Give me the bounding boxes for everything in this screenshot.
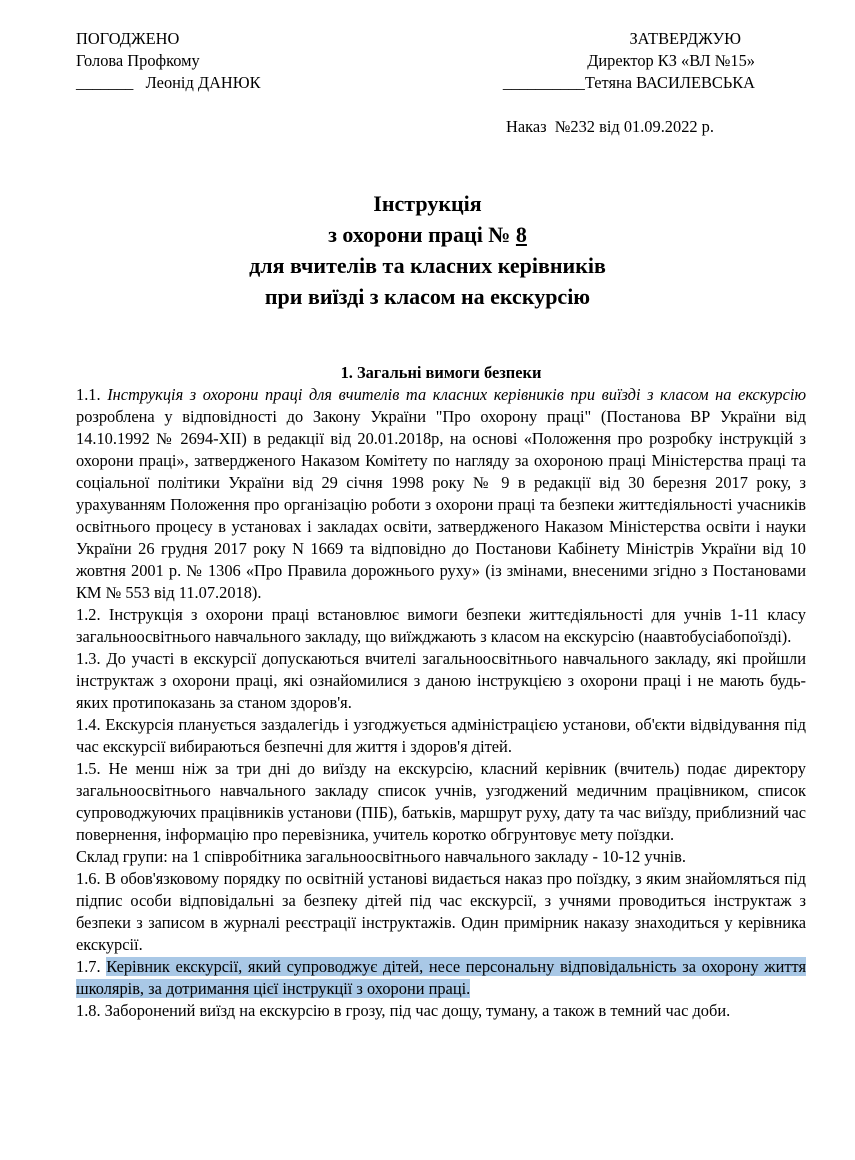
title-line-2 [0,219,855,250]
paragraph-1-4: 1.4. Екскурсія планується заздалегідь і узгоджується адміністрацією установи, об'єкти відвідування під час екскурсії вибираються безпечні для життя і здоров'я дітей. [76,715,806,756]
paragraph-1-5: 1.5. Не менш ніж за три дні до виїзду на екскурсію, класний керівник (вчитель) подає директору загальноосвітнього навчального закладу список учнів, узгоджений медичним працівником, список супроводжуючих працівників установи (ПІБ), батьків, маршрут руху, дату та час виїзду, приблизний час повернення, інформацію про перевізника, учитель коротко обгрунтовує мету поїздки. [76,759,806,844]
instruction-number: 8 [515,222,527,247]
approval-position: Голова Профкому [76,51,200,70]
paragraph-text: розроблена у відповідності до Закону України "Про охорону праці" (Постанова ВР України від 14.10.1992 № 2694-XII) в редакції від 20.01.2018р, на основі «Положення про розробку інструкцій з охорони праці», затвердженого Наказом Комітету по нагляду за охороною праці Міністерства праці та соціальної політики України від 29 січня 1998 року № 9 в редакції від 30 березня 2017 року, з урахуванням Положення про організацію роботи з охорони праці та безпеки життєдіяльності учасників освітнього процесу в установах і закладах освіти, затвердженого Наказом Міністерства освіти і науки України 26 грудня 2017 року N 1669 та відповідно до Постанови Кабінету Міністрів України від 10 жовтня 2001 р. № 1306 «Про Правила дорожнього руху» (із змінами, внесеними згідно з Постановами КМ № 553 від 11.07.2018). [76,407,806,602]
confirmation-position: Директор КЗ «ВЛ №15» [587,51,755,70]
paragraph-1-6: 1.6. В обов'язковому порядку по освітній установі видається наказ про поїздку, з яким знайомляться під підпис особи відповідальні за безпеку дітей під час екскурсії, з учнями проводиться інструктаж з безпеки з записом в журналі реєстрації інструктажів. Один примірник наказу знаходиться у керівника екскурсії. [76,869,806,954]
paragraph-1-8: 1.8. Заборонений виїзд на екскурсію в грозу, під час дощу, туману, а також в темний час доби. [76,1001,731,1020]
paragraph-1-7 [76,956,806,1000]
section-heading: 1. Загальні вимоги безпеки [340,363,542,382]
approval-signature: _______ Леонід ДАНЮК [76,73,261,92]
group-composition: Склад групи: на 1 співробітника загальноосвітнього навчального закладу - 10-12 учнів. [76,847,686,866]
title-line-1: Інструкція [373,191,482,216]
title-line-3: для вчителів та класних керівників [249,253,606,278]
approval-heading: ПОГОДЖЕНО [76,29,180,48]
paragraph-number: 1.1. [76,385,108,404]
paragraph-1-2: 1.2. Інструкція з охорони праці встановлює вимоги безпеки життєдіяльності для учнів 1-11 класу загальноосвітнього навчального закладу, що виїжджають з класом на екскурсію (наавтобусіабопоїзді). [76,605,806,646]
document-title [0,188,855,312]
confirmation-heading: ЗАТВЕРДЖУЮ [629,29,741,48]
confirmation-signature: __________Тетяна ВАСИЛЕВСЬКА [502,73,755,92]
paragraph-1-1 [76,384,806,604]
paragraph-number: 1.7. [76,957,107,976]
approval-block [76,28,261,94]
title-line-2-text: з охорони праці № [328,222,516,247]
highlighted-selection[interactable]: Керівник екскурсії, який супроводжує дітей, несе персональну відповідальність за охорону життя школярів, за дотримання цієї інструкції з охорони праці. [76,957,807,998]
paragraph-1-3: 1.3. До участі в екскурсії допускаються вчителі загальноосвітнього навчального закладу, які пройшли інструктаж з охорони праці, які ознайомилися з даною інструкцією з охорони праці і не мають будь-яких протипоказань за станом здоров'я. [76,649,806,712]
confirmation-block [503,28,755,94]
document-body [76,362,806,1022]
instruction-name-italic: Інструкція з охорони праці для вчителів та класних керівників при виїзді з класом на екскурсію [107,385,806,404]
order-reference: Наказ №232 від 01.09.2022 р. [506,117,714,136]
title-line-4: при виїзді з класом на екскурсію [264,284,591,309]
